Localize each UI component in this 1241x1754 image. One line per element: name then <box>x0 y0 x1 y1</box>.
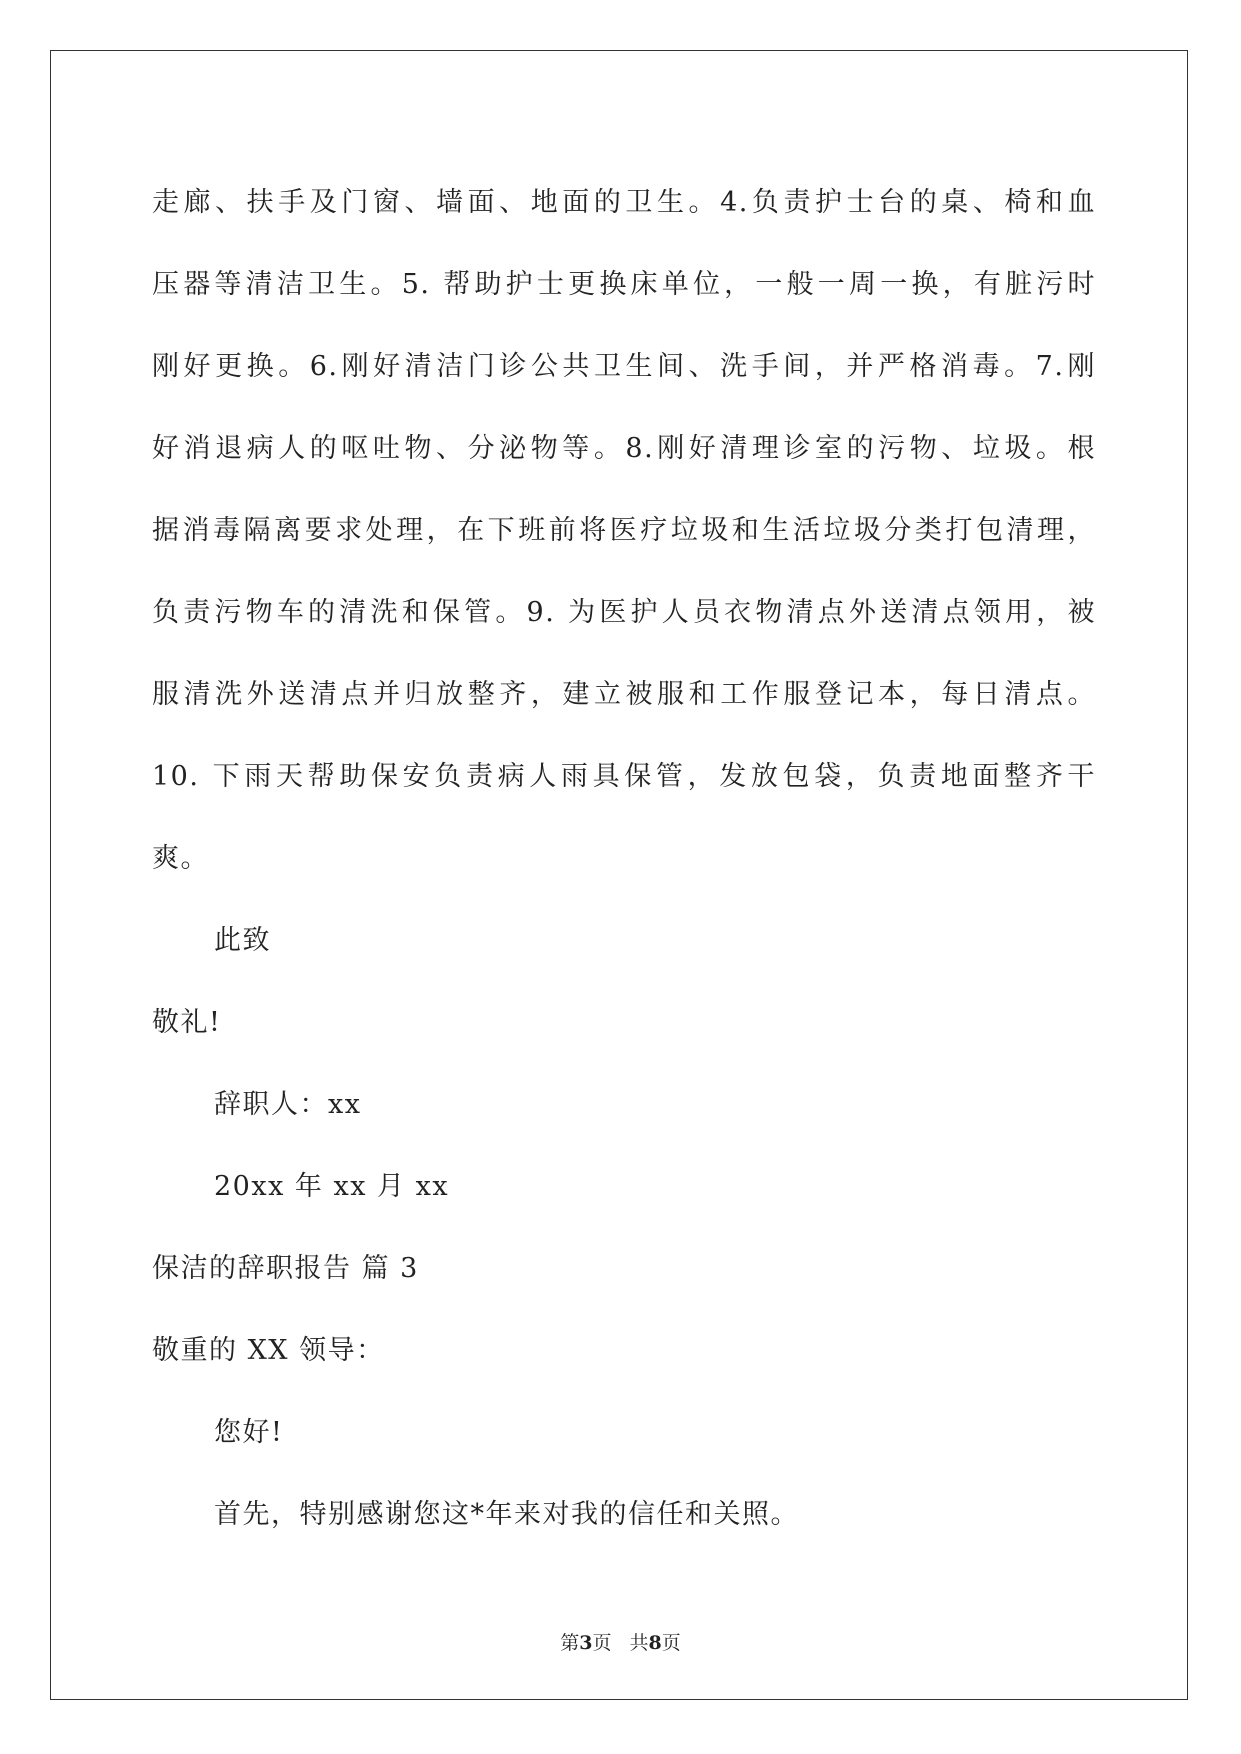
greeting-recipient: 敬重的 XX 领导： <box>152 1335 385 1366</box>
total-page-number: 8 <box>648 1632 662 1654</box>
greeting-hello: 您好! <box>214 1417 284 1448</box>
footer-page-unit: 页 <box>592 1632 612 1654</box>
paragraph-line: 刚好更换。6.刚好清洁门诊公共卫生间、洗手间，并严格消毒。7.刚 <box>152 351 1096 382</box>
section-title: 保洁的辞职报告 篇 3 <box>152 1253 419 1284</box>
paragraph-line: 据消毒隔离要求处理，在下班前将医疗垃圾和生活垃圾分类打包清理， <box>152 515 1096 546</box>
paragraph-line: 好消退病人的呕吐物、分泌物等。8.刚好清理诊室的污物、垃圾。根 <box>152 433 1096 464</box>
paragraph-line: 走廊、扶手及门窗、墙面、地面的卫生。4.负责护士台的桌、椅和血 <box>152 187 1096 218</box>
date-line: 20xx 年 xx 月 xx <box>214 1171 450 1202</box>
footer-prefix: 第 <box>560 1632 580 1654</box>
current-page-number: 3 <box>579 1632 593 1654</box>
page-footer <box>0 1628 1241 1655</box>
paragraph-line: 负责污物车的清洗和保管。9. 为医护人员衣物清点外送清点领用，被 <box>152 597 1096 628</box>
paragraph-line: 压器等清洁卫生。5. 帮助护士更换床单位，一般一周一换，有脏污时 <box>152 269 1096 300</box>
footer-total-unit: 页 <box>661 1632 681 1654</box>
salute-text: 敬礼! <box>152 1007 222 1038</box>
document-body <box>152 162 1096 1556</box>
footer-total-prefix: 共 <box>629 1632 649 1654</box>
closing-text: 此致 <box>214 925 271 956</box>
opening-sentence: 首先，特别感谢您这*年来对我的信任和关照。 <box>214 1499 799 1530</box>
signer-line: 辞职人：xx <box>214 1089 362 1120</box>
paragraph-line: 10. 下雨天帮助保安负责病人雨具保管，发放包袋，负责地面整齐干 <box>152 761 1096 792</box>
paragraph-line: 爽。 <box>152 843 209 874</box>
paragraph-line: 服清洗外送清点并归放整齐，建立被服和工作服登记本，每日清点。 <box>152 679 1096 710</box>
